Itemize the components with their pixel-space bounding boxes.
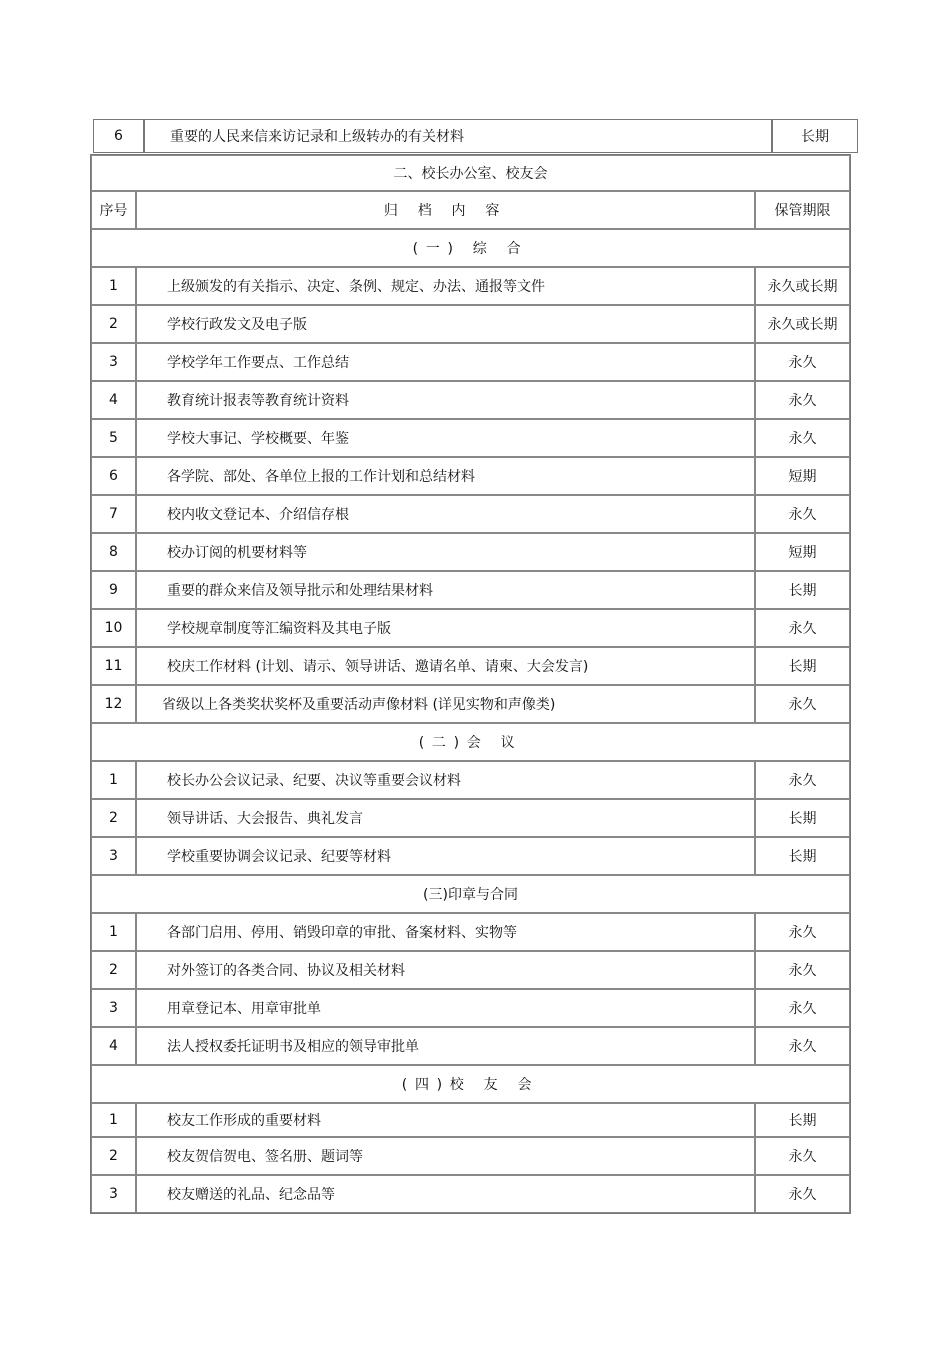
row-content: 校内收文登记本、介绍信存根 (136, 495, 755, 533)
row-number: 1 (91, 913, 136, 951)
table-row (91, 571, 850, 609)
row-number: 1 (91, 1103, 136, 1137)
row-period: 长期 (755, 571, 850, 609)
row-content: 重要的群众来信及领导批示和处理结果材料 (136, 571, 755, 609)
row-period: 永久 (755, 1027, 850, 1065)
row-number: 2 (91, 799, 136, 837)
table-row (91, 1137, 850, 1175)
row-period: 永久 (755, 343, 850, 381)
section-title-row (91, 155, 850, 191)
row-number: 9 (91, 571, 136, 609)
row-period: 永久 (755, 913, 850, 951)
header-period: 保管期限 (755, 191, 850, 229)
table-row (91, 457, 850, 495)
table-row (91, 647, 850, 685)
row-period: 长期 (755, 647, 850, 685)
row-content: 法人授权委托证明书及相应的领导审批单 (136, 1027, 755, 1065)
row-content: 上级颁发的有关指示、决定、条例、规定、办法、通报等文件 (136, 267, 755, 305)
group-title: (二)会 议 (91, 723, 850, 761)
row-period: 长期 (755, 1103, 850, 1137)
table-row (91, 1027, 850, 1065)
row-period: 永久 (755, 419, 850, 457)
row-number: 4 (91, 381, 136, 419)
table-row (91, 989, 850, 1027)
row-period: 永久 (755, 1137, 850, 1175)
row-content: 学校行政发文及电子版 (136, 305, 755, 343)
group-title-row (91, 229, 850, 267)
row-number: 7 (91, 495, 136, 533)
row-content: 各部门启用、停用、销毁印章的审批、备案材料、实物等 (136, 913, 755, 951)
row-content: 教育统计报表等教育统计资料 (136, 381, 755, 419)
row-period: 短期 (755, 533, 850, 571)
row-period: 长期 (755, 799, 850, 837)
row-content: 学校重要协调会议记录、纪要等材料 (136, 837, 755, 875)
row-content: 校办订阅的机要材料等 (136, 533, 755, 571)
row-period: 永久或长期 (755, 267, 850, 305)
row-period: 永久 (755, 609, 850, 647)
row-number: 3 (91, 343, 136, 381)
row-number: 1 (91, 761, 136, 799)
row-content: 省级以上各类奖状奖杯及重要活动声像材料 (详见实物和声像类) (136, 685, 755, 723)
row-content: 校友赠送的礼品、纪念品等 (136, 1175, 755, 1213)
row-period: 永久 (755, 495, 850, 533)
table-row (91, 951, 850, 989)
group-title-row (91, 1065, 850, 1103)
group-title: (三)印章与合同 (91, 875, 850, 913)
row-period: 永久 (755, 761, 850, 799)
group-title: (四)校 友 会 (91, 1065, 850, 1103)
row-content: 学校学年工作要点、工作总结 (136, 343, 755, 381)
group-title-row (91, 723, 850, 761)
row-number: 6 (91, 457, 136, 495)
row-period: 短期 (755, 457, 850, 495)
row-period: 永久 (755, 1175, 850, 1213)
row-number: 3 (91, 989, 136, 1027)
row-content: 重要的人民来信来访记录和上级转办的有关材料 (144, 119, 772, 153)
row-content: 校友贺信贺电、签名册、题词等 (136, 1137, 755, 1175)
section-title: 二、校长办公室、校友会 (91, 155, 850, 191)
table-row (91, 343, 850, 381)
table-row (91, 495, 850, 533)
row-number: 5 (91, 419, 136, 457)
row-number: 3 (91, 837, 136, 875)
row-content: 校长办公会议记录、纪要、决议等重要会议材料 (136, 761, 755, 799)
table-row (91, 419, 850, 457)
table-row (91, 761, 850, 799)
table-row (91, 837, 850, 875)
row-number: 4 (91, 1027, 136, 1065)
table-row (91, 381, 850, 419)
table-row (91, 913, 850, 951)
table-row (91, 533, 850, 571)
row-number: 10 (91, 609, 136, 647)
top-row (93, 119, 858, 153)
table-row (91, 799, 850, 837)
row-number: 8 (91, 533, 136, 571)
table-row (91, 685, 850, 723)
row-number: 11 (91, 647, 136, 685)
row-number: 2 (91, 1137, 136, 1175)
row-period: 长期 (755, 837, 850, 875)
row-number: 1 (91, 267, 136, 305)
table-row (91, 1175, 850, 1213)
row-number: 2 (91, 951, 136, 989)
row-content: 学校规章制度等汇编资料及其电子版 (136, 609, 755, 647)
row-number: 12 (91, 685, 136, 723)
row-content: 各学院、部处、各单位上报的工作计划和总结材料 (136, 457, 755, 495)
row-number: 3 (91, 1175, 136, 1213)
archive-table (90, 154, 851, 1214)
header-num: 序号 (91, 191, 136, 229)
row-number: 6 (93, 119, 144, 153)
table-row (91, 609, 850, 647)
table-row (91, 267, 850, 305)
header-content: 归 档 内 容 (136, 191, 755, 229)
row-content: 校庆工作材料 (计划、请示、领导讲话、邀请名单、请柬、大会发言) (136, 647, 755, 685)
group-title: (一) 综 合 (91, 229, 850, 267)
row-content: 学校大事记、学校概要、年鉴 (136, 419, 755, 457)
row-content: 对外签订的各类合同、协议及相关材料 (136, 951, 755, 989)
row-period: 永久 (755, 685, 850, 723)
row-period: 永久 (755, 381, 850, 419)
row-content: 领导讲话、大会报告、典礼发言 (136, 799, 755, 837)
row-period: 永久或长期 (755, 305, 850, 343)
table-row (91, 305, 850, 343)
header-row (91, 191, 850, 229)
row-content: 用章登记本、用章审批单 (136, 989, 755, 1027)
row-number: 2 (91, 305, 136, 343)
row-content: 校友工作形成的重要材料 (136, 1103, 755, 1137)
table-row (91, 1103, 850, 1137)
row-period: 永久 (755, 989, 850, 1027)
row-period: 永久 (755, 951, 850, 989)
group-title-row (91, 875, 850, 913)
row-period: 长期 (772, 119, 858, 153)
